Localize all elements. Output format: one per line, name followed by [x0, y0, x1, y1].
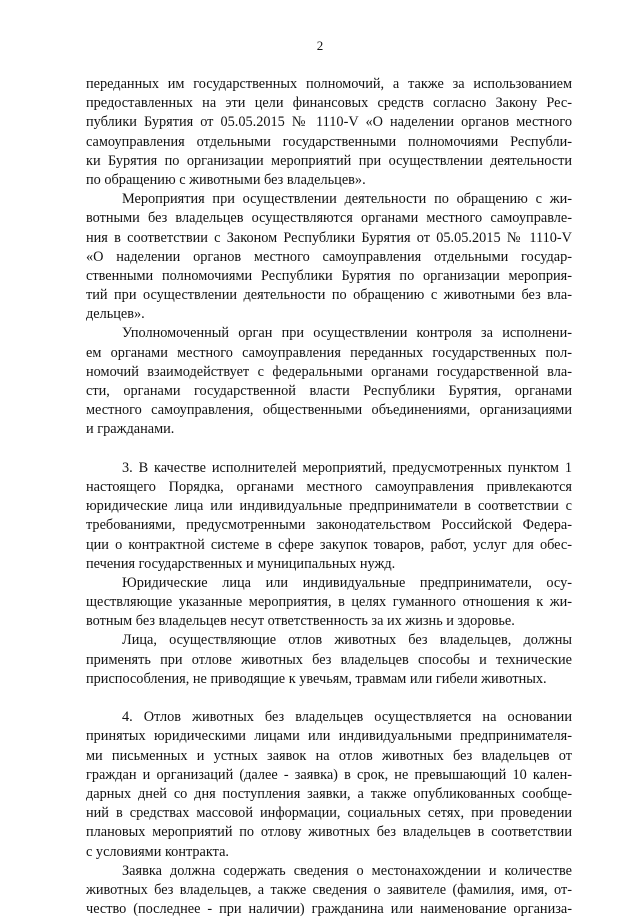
- text-line: граждан и организаций (далее - заявка) в срок, не превышающий 10 кален-: [86, 766, 572, 783]
- text-line: ки Бурятия по организации мероприятий при осуществлении деятельности: [86, 152, 572, 169]
- text-line: переданных им государственных полномочий, а также за использованием: [86, 76, 572, 92]
- text-line: с условиями контракта.: [86, 843, 229, 860]
- text-line: вотными без владельцев осуществляются органами местного самоуправле-: [86, 210, 572, 227]
- text-line: тий при осуществлении деятельности по обращению с животными без вла-: [86, 287, 572, 304]
- text-line: ществляющие указанные мероприятия, в целях гуманного отношения к жи-: [86, 594, 572, 611]
- document-body: [86, 75, 572, 919]
- text-line: ний в средствах массовой информации, социальных сетях, при проведении: [86, 805, 572, 822]
- text-line: настоящего Порядка, органами местного самоуправления привлекаются: [86, 478, 572, 495]
- text-line: Заявка должна содержать сведения о местонахождении и количестве: [122, 862, 572, 879]
- paragraph-gap: [86, 689, 572, 708]
- text-line: Юридические лица или индивидуальные предприниматели, осу-: [122, 574, 572, 591]
- text-line: публики Бурятия от 05.05.2015 № 1110-V «О наделении органов местного: [86, 114, 572, 131]
- text-line: ем органами местного самоуправления переданных государственных пол-: [86, 344, 572, 361]
- paragraph-gap: [86, 440, 572, 459]
- text-line: ственными полномочиями Республики Бурятия по организации мероприя-: [86, 267, 572, 284]
- text-line: предоставленных на эти цели финансовых средств согласно Закону Рес-: [86, 95, 572, 112]
- text-line: печения государственных и муниципальных нужд.: [86, 555, 396, 572]
- text-line: юридические лица или индивидуальные предприниматели в соответствии с: [86, 498, 572, 515]
- text-line: ния в соответствии с Законом Республики Бурятия от 05.05.2015 № 1110-V: [86, 229, 572, 246]
- text-line: животных без владельцев, а также сведения о заявителе (фамилия, имя, от-: [86, 881, 572, 898]
- page-number: 2: [316, 38, 324, 53]
- text-line: по обращению с животными без владельцев».: [86, 171, 366, 188]
- text-line: принятых юридическими лицами или индивидуальными предпринимателя-: [86, 728, 572, 745]
- text-line: и гражданами.: [86, 421, 175, 438]
- text-line: сти, органами государственной власти Республики Бурятия, органами: [86, 383, 572, 399]
- text-line: чество (последнее - при наличии) гражданина или наименование организа-: [86, 901, 572, 918]
- text-line: «О наделении органов местного самоуправления отдельными государ-: [86, 248, 572, 265]
- text-line: местного самоуправления, общественными объединениями, организациями: [86, 402, 572, 419]
- text-line: ции о контрактной системе в сфере закупок товаров, работ, услуг для обес-: [86, 536, 572, 553]
- text-line: вотным без владельцев несут ответственность за их жизнь и здоровье.: [86, 613, 515, 630]
- text-line: самоуправления отдельными государственными полномочиями Республи-: [86, 133, 572, 150]
- text-line: Лица, осуществляющие отлов животных без владельцев, должны: [122, 632, 572, 649]
- text-line: дельцев».: [86, 306, 145, 323]
- text-line: дарных дней со дня поступления заявки, а также опубликованных сообще-: [86, 785, 572, 802]
- text-line: номочий взаимодействует с федеральными органами государственной вла-: [86, 363, 572, 380]
- text-line: 4. Отлов животных без владельцев осуществляется на основании: [122, 709, 572, 726]
- text-line: плановых мероприятий по отлову животных без владельцев в соответствии: [86, 824, 572, 841]
- text-line: требованиями, предусмотренными законодательством Российской Федера-: [86, 517, 572, 534]
- text-line: применять при отлове животных без владельцев способы и технические: [86, 651, 572, 668]
- text-line: 3. В качестве исполнителей мероприятий, предусмотренных пунктом 1: [122, 459, 572, 476]
- text-line: ми письменных и устных заявок на отлов животных без владельцев от: [86, 747, 572, 764]
- text-line: Уполномоченный орган при осуществлении контроля за исполнени-: [122, 325, 572, 342]
- text-line: Мероприятия при осуществлении деятельности по обращению с жи-: [122, 191, 572, 208]
- text-line: приспособления, не приводящие к увечьям, травмам или гибели животных.: [86, 670, 547, 687]
